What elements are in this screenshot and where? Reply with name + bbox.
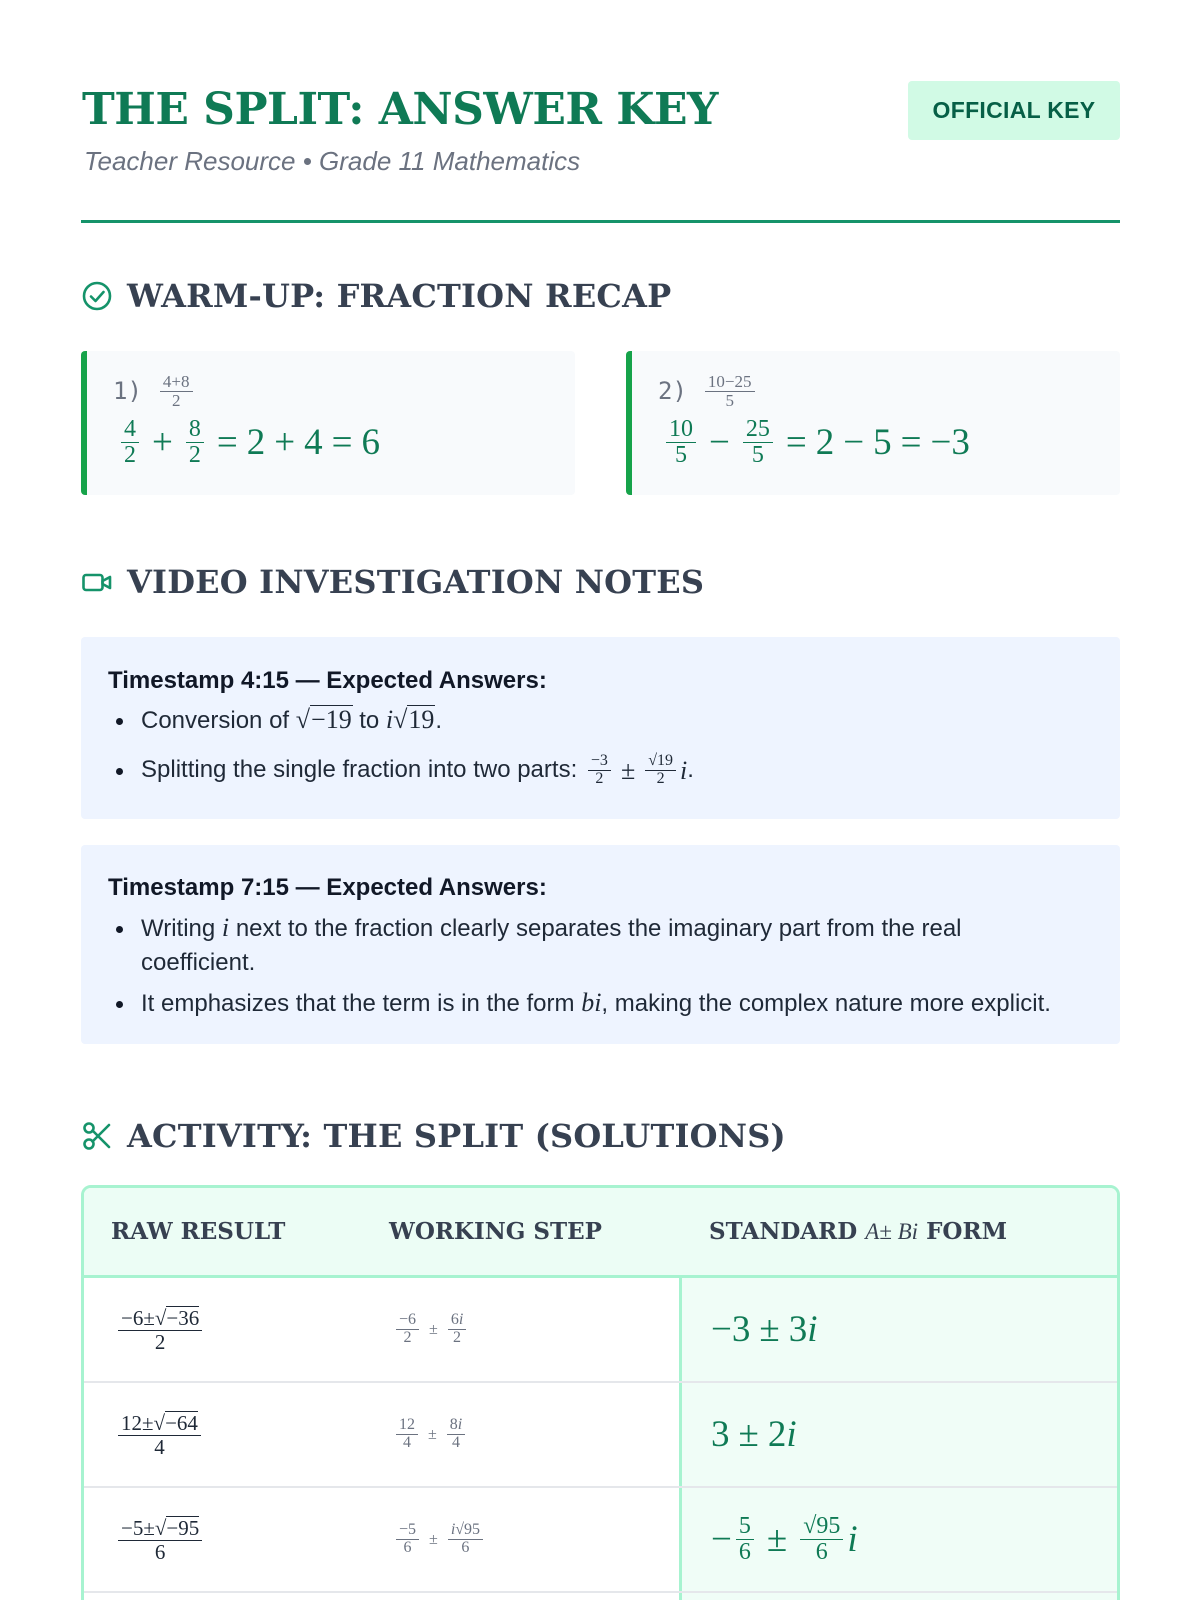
note-title: Timestamp 4:15 — Expected Answers: (108, 667, 547, 694)
column-header-standard: STANDARD A± Bi FORM (709, 1218, 1008, 1245)
standard-form-cell: −3 ± 3i (711, 1309, 818, 1350)
note-timestamp-715 (81, 845, 1120, 1044)
page-title: THE SPLIT: ANSWER KEY (82, 84, 718, 135)
official-key-badge: OFFICIAL KEY (908, 81, 1120, 140)
warmup-heading: WARM-UP: FRACTION RECAP (127, 277, 672, 315)
list-item: Conversion of √ −19 to i √ 19 . (141, 703, 694, 747)
working-step-cell: $\frac{-5}{6}$ ± $\frac{i√95}{6}$ (392, 1488, 487, 1591)
check-circle-icon (81, 280, 113, 312)
activity-section-heading (81, 1117, 786, 1155)
warmup-question-1 (113, 373, 197, 410)
warmup-section-heading (81, 277, 671, 315)
scissors-icon (81, 1120, 113, 1152)
activity-heading: ACTIVITY: THE SPLIT (SOLUTIONS) (127, 1117, 786, 1155)
video-camera-icon (81, 566, 113, 598)
warmup-answer-1: $\frac{4}{2}$ + $\frac{8}{2}$ = 2 + 4 = 6 (117, 417, 380, 468)
header-divider (81, 220, 1120, 223)
question-number: 2) (658, 377, 687, 406)
standard-form-cell: − $\frac{5}{6}$ ± $\frac{√95}{6}$ i (711, 1512, 858, 1565)
table-row (84, 1488, 1117, 1593)
note-list (141, 911, 1101, 1021)
note-list (141, 703, 694, 788)
working-step-cell: $\frac{12}{4}$ ± $\frac{8i}{4}$ (392, 1383, 469, 1486)
raw-result-cell: −6± √ −36 2 (114, 1278, 206, 1381)
column-header-raw: RAW RESULT (111, 1218, 286, 1245)
warmup-question-2 (658, 373, 759, 410)
list-item: It emphasizes that the term is in the form bi, making the complex nature more explicit. (141, 986, 1101, 1021)
column-header-working: WORKING STEP (389, 1218, 602, 1245)
warmup-answer-2: $\frac{10}{5}$ − $\frac{25}{5}$ = 2 − 5 = −3 (662, 417, 970, 468)
warmup-card-1 (81, 351, 575, 495)
question-fraction: $\frac{4+8}{2}$ (160, 373, 193, 410)
table-row (84, 1278, 1117, 1383)
question-fraction: $\frac{10-25}{5}$ (705, 373, 755, 410)
raw-result-cell: −5± √ −95 6 (114, 1488, 206, 1591)
table-row (84, 1383, 1117, 1488)
working-step-cell: $\frac{-6}{2}$ ± $\frac{6i}{2}$ (392, 1278, 470, 1381)
page-subtitle: Teacher Resource • Grade 11 Mathematics (84, 146, 581, 176)
standard-form-cell: 3 ± 2i (711, 1414, 797, 1455)
table-header (84, 1188, 1117, 1278)
note-timestamp-415 (81, 637, 1120, 819)
question-number: 1) (113, 377, 142, 406)
list-item: Writing i next to the fraction clearly separates the imaginary part from the real coefficient. (141, 911, 1101, 980)
list-item: Splitting the single fraction into two parts: $\frac{-3}{2}$ ± $\frac{√19}{2}$ i . (141, 752, 694, 788)
video-heading: VIDEO INVESTIGATION NOTES (127, 563, 705, 601)
raw-result-cell: 12± √ −64 4 (114, 1383, 205, 1486)
warmup-card-2 (626, 351, 1120, 495)
note-title: Timestamp 7:15 — Expected Answers: (108, 874, 547, 901)
solutions-table (81, 1185, 1120, 1600)
video-section-heading (81, 563, 704, 601)
